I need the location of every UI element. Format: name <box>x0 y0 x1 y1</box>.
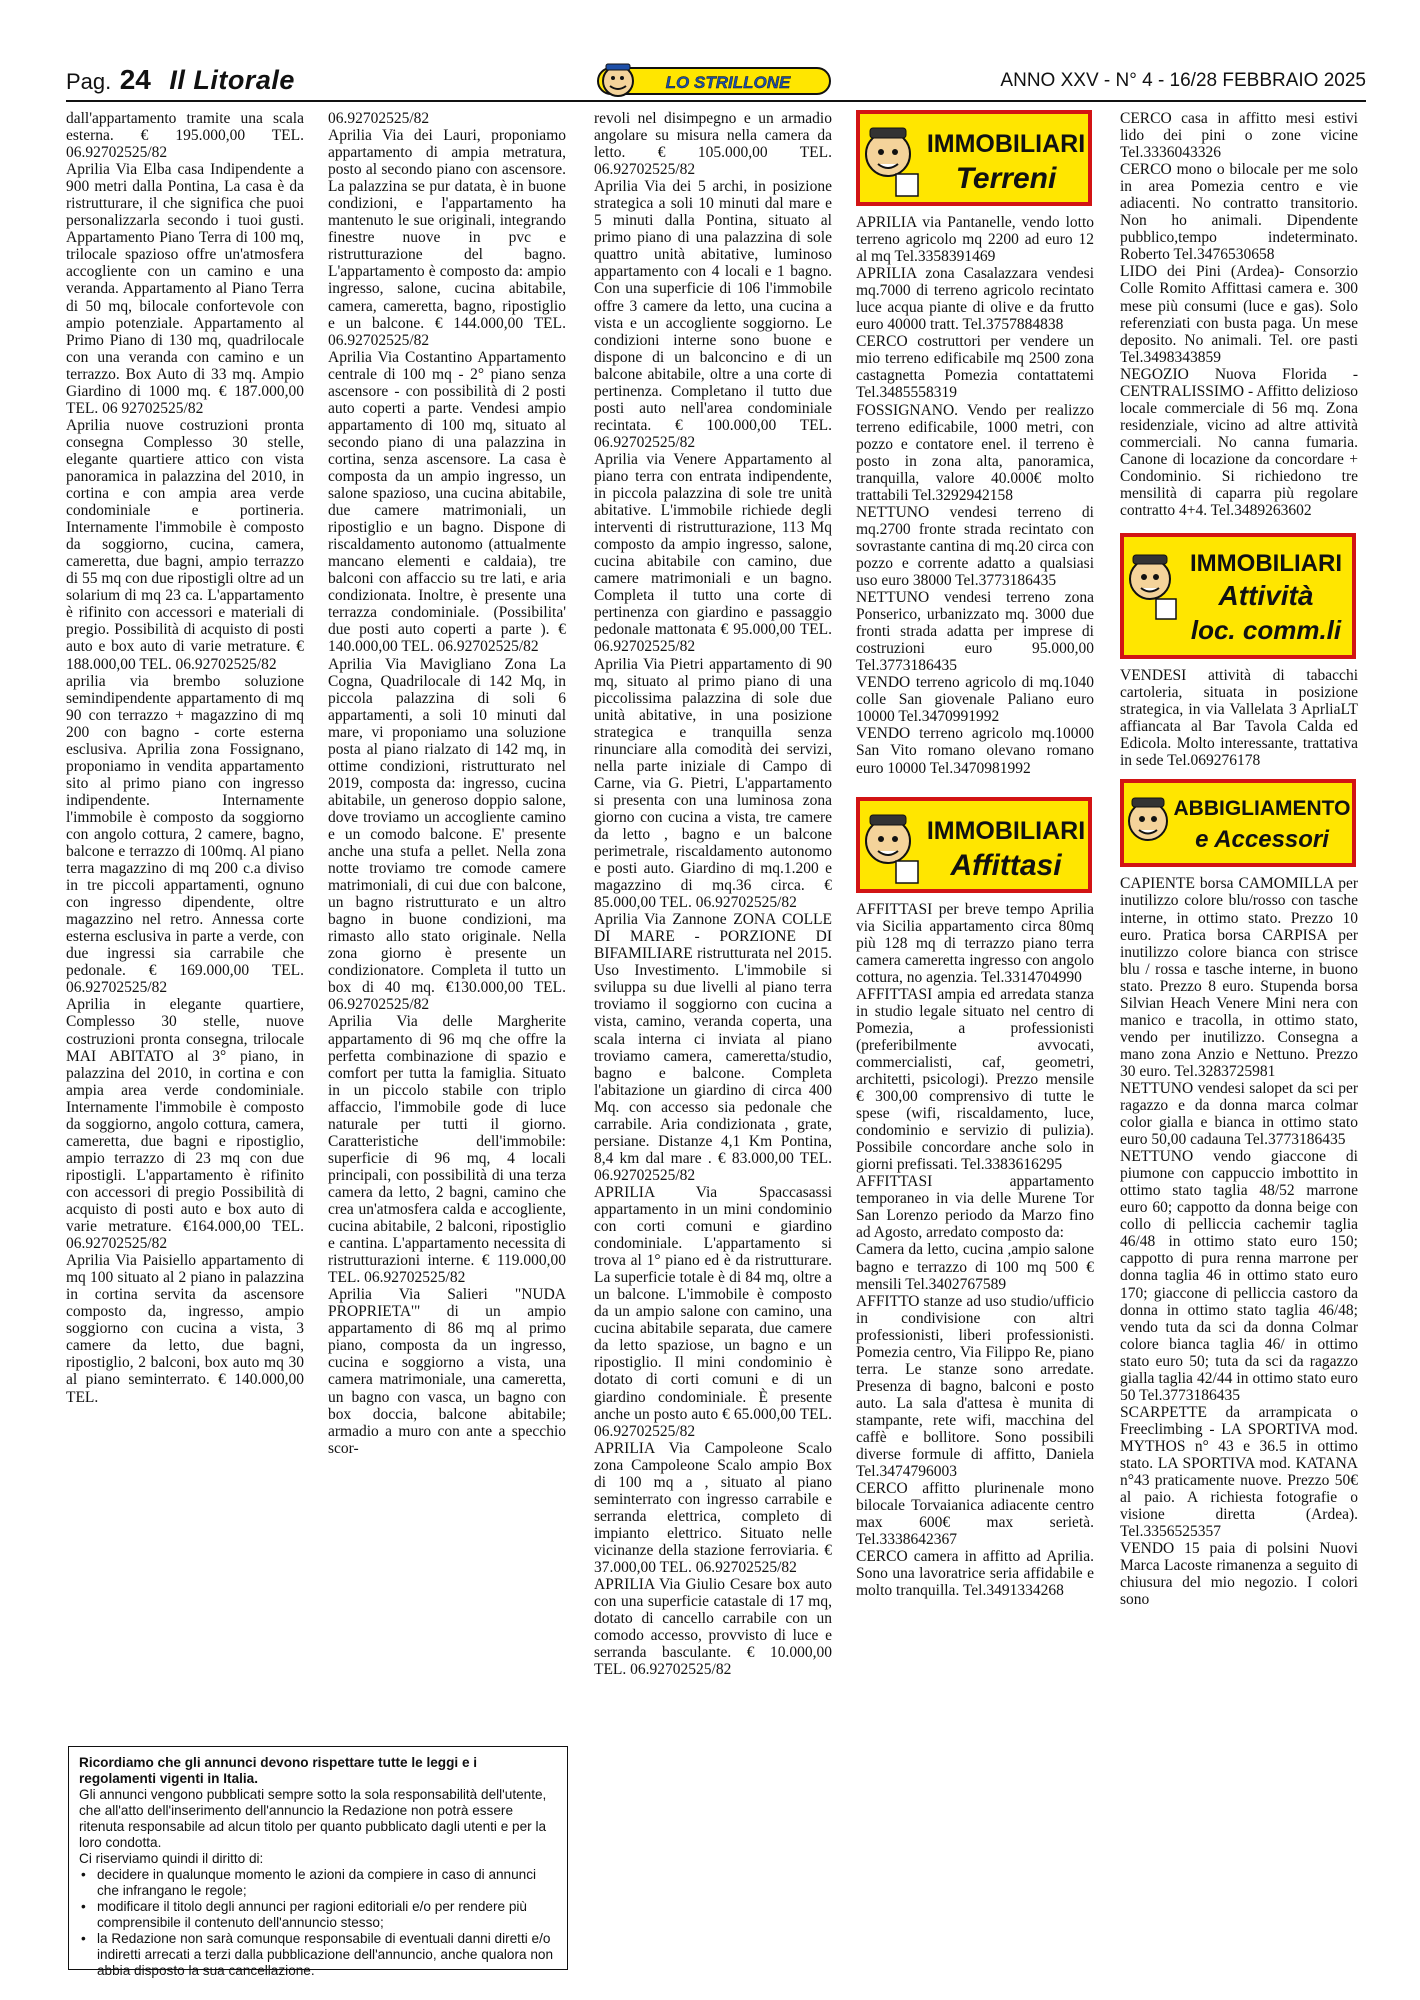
column-1 <box>66 110 304 1730</box>
notice-item: • decidere in qualunque momento le azioni da compiere in caso di annunci che infrangano le regole; <box>79 1867 557 1899</box>
ad-listing: APRILIA Via Giulio Cesare box auto con una superficie catastale di 17 mq, dotato di cancello carrabile con un comodo accesso, provvisto di luce e serranda basculante. € 10.000,00 TEL. 06.92702525/82 <box>594 1576 832 1679</box>
svg-text:e Accessori: e Accessori <box>1195 826 1329 854</box>
page-number: 24 <box>119 64 151 95</box>
ad-listing: CERCO affitto plurinenale mono bilocale Torvaianica adiacente centro max 600€ max serietà. Tel.3338642367 <box>856 1480 1094 1549</box>
ad-listing: CERCO costruttori per vendere un mio terreno edificabile mq 2500 zona castagnetta Pomezia contattatemi Tel.3485558319 <box>856 333 1094 402</box>
ad-listing: APRILIA Via Spaccasassi appartamento in un mini condominio con corti comuni e giardino condominiale. L'appartamento si trova al 1° piano ed è da ristrutturare. La superficie totale è di 84 mq, oltre a un balcone. L'immobile è composto da un ampio salone con camino, una cucina abitabile separata, due camere da letto spaziose, un bagno e un ripostiglio. Il mini condominio è dotato di corti comuni e di un giardino condominiale. È presente anche un posto auto € 65.000,00 TEL. 06.92702525/82 <box>594 1183 832 1440</box>
ad-listing: NETTUNO vendesi terreno di mq.2700 fronte strada recintato con sovrastante cantina di mq.20 circa con pozzo e corrente adatto a qualsiasi uso euro 38000 Tel.3773186435 <box>856 503 1094 589</box>
ad-listing: Aprilia Via dei Lauri, proponiamo appartamento di ampia metratura, posto al secondo piano con ascensore. La palazzina se pur datata, è in buone condizioni, e l'appartamento ha mantenuto le sue originali, integrando finestre nuove in pvc e ristrutturazione del bagno. L'appartamento è composto da: ampio ingresso, salone, cucina abitabile, camera, cameretta, bagno, ripostiglio e un balcone. € 144.000,00 TEL. 06.92702525/82 <box>328 127 566 349</box>
svg-text:loc. comm.li: loc. comm.li <box>1190 615 1342 646</box>
ad-listing: SCARPETTE da arrampicata o Freeclimbing - LA SPORTIVA mod. MYTHOS n° 43 e 36.5 in ottimo stato. LA SPORTIVA mod. KATANA n°43 praticamente nuove. Prezzo 50€ al paio. A richiesta fotografie o visione diretta (Ardea). Tel.3356525357 <box>1120 1403 1358 1541</box>
notice-body: Gli annunci vengono pubblicati sempre sotto la sola responsabilità dell'utente, che all'atto dell'inserimento dell'annuncio la Redazione non potrà essere ritenuta responsabile ad alcun titolo per quanto pubblicato dagli utenti e per la loro condotta. <box>79 1787 547 1850</box>
ad-listing: VENDO terreno agricolo mq.10000 San Vito romano olevano romano euro 10000 Tel.3470981992 <box>856 725 1094 777</box>
ad-listing: AFFITTASI ampia ed arredata stanza in studio legale situato nel centro di Pomezia, a professionisti (preferibilmente avvocati, commercialisti, caf, geometri, architetti, psicologi). Prezzo mensile € 300,00 comprensivo di tutte le spese (wifi, riscaldamento, luce, condominio e servizio di pulizia). Possibile concordare anche solo in giorni prefissati. Tel.3383616295 <box>856 985 1094 1174</box>
section-banner-affittasi <box>856 797 1092 893</box>
ad-listing: CAPIENTE borsa CAMOMILLA per inutilizzo colore blu/rosso con tasche interne, in ottimo stato. Prezzo 10 euro. Pratica borsa CARPISA per inutilizzo colore bianca con strisce blu / rossa e tasche interne, in buono stato. Prezzo 8 euro. Stupenda borsa Silvian Heach Venere Mini nera con manico e tracolla, in ottimo stato, vendo per inutilizzo. Consegna a mano zona Anzio e Nettuno. Prezzo 30 euro. Tel.3283725981 <box>1120 875 1358 1080</box>
svg-text:Affittasi: Affittasi <box>950 848 1062 882</box>
svg-text:IMMOBILIARI: IMMOBILIARI <box>1190 550 1342 578</box>
ad-listing: Aprilia Via Costantino Appartamento centrale di 100 mq - 2° piano senza ascensore - con possibilità di 2 posti auto coperti a parte. Vendesi ampio appartamento di 100 mq, situato al secondo piano di una palazzina in cortina, senza ascensore. La casa è composta da un ampio ingresso, un salone spazioso, una cucina abitabile, due camere matrimoniali, un ripostiglio e un bagno. Dispone di riscaldamento autonomo (attualmente mancano elementi e caldaia), tre balconi con affaccio su tre lati, e aria condizionata. Inoltre, è presente una terrazza condominiale. (Possibilita' due posti auto coperti a parte ). € 140.000,00 TEL. 06.92702525/82 <box>328 348 566 656</box>
svg-text:IMMOBILIARI: IMMOBILIARI <box>926 816 1086 845</box>
page-label: Pag. <box>66 69 112 94</box>
notice-item: • modificare il titolo degli annunci per ragioni editoriali e/o per rendere più comprensibile il contenuto dell'annuncio stesso; <box>79 1899 557 1931</box>
svg-text:ABBIGLIAMENTO: ABBIGLIAMENTO <box>1173 797 1351 821</box>
ad-listing: Aprilia Via Salieri "NUDA PROPRIETA'" di un ampio appartamento di 86 mq al primo piano, composta da un ingresso, cucina e soggiorno a vista, una camera matrimoniale, una cameretta, un bagno con vasca, un bagno con box doccia, balcone abitabile; armadio a muro con ante a specchio scor- <box>328 1286 566 1457</box>
section-banner-abbigliamento <box>1120 779 1356 867</box>
issue-info: ANNO XXV - N° 4 - 16/28 FEBBRAIO 2025 <box>1000 70 1366 91</box>
section-banner-attivita <box>1120 533 1356 659</box>
ad-listing: APRILIA via Pantanelle, vendo lotto terreno agricolo mq 2200 ad euro 12 al mq Tel.3358391469 <box>856 214 1094 266</box>
ad-listing: CERCO mono o bilocale per me solo in area Pomezia centro e vie adiacenti. No contratto transitorio. Non ho animali. Dipendente pubblico,tempo indeterminato. Roberto Tel.3476530658 <box>1120 161 1358 264</box>
ad-listing: Aprilia Via Pietri appartamento di 90 mq, situato al primo piano di una piccolissima palazzina di sole due unità abitative, in una posizione strategica e tranquilla senza rinunciare alla comodità dei servizi, nella parte iniziale di Campo di Carne, via G. Pietri, L'appartamento si presenta con una luminosa zona giorno con cucina a vista, tre camere da letto , bagno e un balcone perimetrale, riscaldamento autonomo e posti auto. Giardino di mq.1.200 e magazzino di mq.36 circa. € 85.000,00 TEL. 06.92702525/82 <box>594 655 832 912</box>
ad-listing: Aprilia Via Elba casa Indipendente a 900 metri dalla Pontina, La casa è da ristrutturare, il che significa che puoi personalizzarla secondo i tuoi gusti. Appartamento Piano Terra di 100 mq, trilocale spazioso offre un'atmosfera accogliente con un camino e una veranda. Appartamento al Piano Terra di 50 mq, bilocale confortevole con ampio potenziale. Appartamento al Primo Piano di 130 mq, quadrilocale con una veranda con camino e un terrazzo. Box Auto di 33 mq. Ampio Giardino di 1000 mq. € 187.000,00 TEL. 06 92702525/82 <box>66 161 304 417</box>
mascot-icon <box>1129 798 1167 840</box>
column-3 <box>594 110 832 1890</box>
ad-listing: APRILIA zona Casalazzara vendesi mq.7000 di terreno agricolo recintato luce acqua piante di olive e da frutto euro 40000 tratt. Tel.3757884838 <box>856 265 1094 334</box>
ad-listing: FOSSIGNANO. Vendo per realizzo terreno edificabile, 1000 metri, con pozzo e contatore enel. il terreno è posto in zona alta, panoramica, tranquilla, valore 40.000€ molto trattabili Tel.3292942158 <box>856 401 1094 504</box>
svg-text:Attività: Attività <box>1218 580 1314 612</box>
page-header-left <box>66 64 295 96</box>
ad-listing: revoli nel disimpegno e un armadio angolare su misura nella camera da letto. € 105.000,00 TEL. 06.92702525/82 <box>594 110 832 179</box>
logo-text: LO STRILLONE <box>665 73 791 92</box>
ad-listing: NEGOZIO Nuova Florida - CENTRALISSIMO - Affitto delizioso locale commerciale di 56 mq. Zona residenziale, vicino ad altre attività commerciali. No canna fumaria. Canone di locazione da concordare + Condominio. Si richiedono tre mensilità di caparra più regolare contratto 4+4. Tel.3489263602 <box>1120 365 1358 520</box>
ad-listing: AFFITTASI per breve tempo Aprilia via Sicilia appartamento circa 80mq più 128 mq di terrazzo piano terra camera cameretta ingresso con angolo cottura, no agenzia. Tel.3314704990 <box>856 900 1094 986</box>
ad-listing: CERCO casa in affitto mesi estivi lido dei pini o zone vicine Tel.3336043326 <box>1120 110 1358 162</box>
column-2 <box>328 110 566 1730</box>
header-rule <box>66 100 1366 102</box>
ad-listing: Aprilia nuove costruzioni pronta consegna Complesso 30 stelle, elegante quartiere attico con vista panoramica in palazzina del 2010, in cortina e con ampia area verde condominiale e portineria. Internamente l'immobile è composto da soggiorno, cucina, camera, cameretta, due bagni, ampio terrazzo di 55 mq con due ripostigli oltre ad un solarium di mq 23 ca. L'appartamento è rifinito con accessori e materiali di pregio. Possibilità di acquisto di posti auto e box auto di varie metrature. € 188.000,00 TEL. 06.92702525/82 <box>66 416 304 673</box>
ad-listing: Aprilia Via Paisiello appartamento di mq 100 situato al 2 piano in palazzina in cortina servita da ascensore composto da, ingresso, ampio soggiorno con cucina a vista, 3 camere da letto, due bagni, ripostiglio, 2 balconi, box auto mq 30 al piano seminterrato. € 140.000,00 TEL. <box>66 1252 304 1406</box>
page-header <box>66 64 1366 100</box>
column-5 <box>1120 110 1358 1890</box>
ad-listing: Aprilia Via delle Margherite appartamento di 96 mq che offre la perfetta combinazione di spazio e comfort per tutta la famiglia. Situato in un piccolo stabile con triplo affaccio, l'immobile gode di luce naturale per tutti il giorno. Caratteristiche dell'immobile: superficie di 96 mq, 4 locali principali, con possibilità di una terza camera da letto, 2 bagni, camino che crea un'atmosfera calda e accogliente, cucina abitabile, 2 balconi, ripostiglio e cantina. L'appartamento necessita di ristrutturazioni interne. € 119.000,00 TEL. 06.92702525/82 <box>328 1013 566 1287</box>
ad-listing: 06.92702525/82 <box>328 110 430 127</box>
notice-title: Ricordiamo che gli annunci devono rispettare tutte le leggi e i regolamenti vigenti in Italia. <box>79 1755 478 1786</box>
ad-listing: LIDO dei Pini (Ardea)- Consorzio Colle Romito Affittasi camera e. 300 mese più consumi (luce e gas). Solo referenziati con busta paga. Un mese deposito. No animali. Tel. ore pasti Tel.3498343859 <box>1120 263 1358 366</box>
svg-text:IMMOBILIARI: IMMOBILIARI <box>926 130 1086 158</box>
ad-listing: Camera da letto, cucina ,ampio salone bagno e terrazzo di 100 mq 500 € mensili Tel.3402767589 <box>856 1241 1094 1293</box>
ad-listing: AFFITTO stanze ad uso studio/ufficio in condivisione con altri professionisti, liberi professionisti. Pomezia centro, Via Filippo Re, piano terra. Le stanze sono arredate. Presenza di bagno, balconi e posto auto. La sala d'attesa è munita di stampante, rete wifi, macchina del caffè e bollitore. Sono possibili diverse formule di affitto, Daniela Tel.3474796003 <box>856 1292 1094 1481</box>
ad-listing: aprilia via brembo soluzione semindipendente appartamento di mq 90 con terrazzo + magazzino di mq 200 con bagno - corte esterna esclusiva. Aprilia zona Fossignano, proponiamo in vendita appartamento sito al primo piano con ingresso indipendente. Internamente l'immobile è composto da soggiorno con angolo cottura, 2 camere, bagno, balcone e terrazzo di 100mq. Al piano terra magazzino di mq 200 c.a diviso in tre piccoli appartamenti, ognuno con ingresso dipendente, oltre magazzino nel retro. Annessa corte esterna esclusiva in parte a verde, con due ingressi sia carrabile che pedonale. € 169.000,00 TEL. 06.92702525/82 <box>66 672 304 997</box>
notice-item: • la Redazione non sarà comunque responsabile di eventuali danni diretti e/o indiretti arrecati a terzi dalla pubblicazione dell'annuncio, anche qualora non abbia disposto la sua cancellazione. <box>79 1931 557 1979</box>
ad-listing: APRILIA Via Campoleone Scalo zona Campoleone Scalo ampio Box di 100 mq a , situato al piano seminterrato con ingresso carrabile e serranda elettrica, completo di impianto elettrico. Situato nelle vicinanze della stazione ferroviaria. € 37.000,00 TEL. 06.92702525/82 <box>594 1439 832 1576</box>
section-banner-terreni <box>856 110 1092 206</box>
ad-listing: NETTUNO vendo giaccone di piumone con cappuccio imbottito in ottimo stato taglia 48/52 marrone euro 60; cappotto da donna beige con collo di pelliccia cachemir taglia 46/48 in ottimo stato euro 150; cappotto di pura renna marrone per donna taglia 46 in ottimo stato euro 170; giaccone di pelliccia castoro da donna in ottimo stato taglia 46/48; vendo tuta da sci da donna Colmar colore bianca taglia 46/ in ottimo stato euro 50; tuta da sci da ragazzo gialla taglia 42/44 in ottimo stato euro 50 Tel.3773186435 <box>1120 1148 1358 1404</box>
ad-listing: Aprilia in elegante quartiere, Complesso 30 stelle, nuove costruzioni pronta consegna, trilocale MAI ABITATO al 3° piano, in palazzina del 2010, in cortina e con ampia area verde condominiale. Internamente l'immobile è composto da soggiorno, angolo cottura, camera, cameretta, due bagni e ripostiglio, ampio terrazzo di 23 mq con due ripostigli. L'appartamento è rifinito con accessori di pregio Possibilità di acquisto di posti auto e box auto di varie metrature. €164.000,00 TEL. 06.92702525/82 <box>66 996 304 1253</box>
legal-notice-box <box>68 1746 568 1978</box>
ad-listing: NETTUNO vendesi terreno zona Ponserico, urbanizzato mq. 3000 due fronti strada adatta per imprese di costruzioni euro 95.000,00 Tel.3773186435 <box>856 589 1094 675</box>
ad-listing: dall'appartamento tramite una scala esterna. € 195.000,00 TEL. 06.92702525/82 <box>66 110 304 162</box>
paper-name: Il Litorale <box>169 65 295 95</box>
ad-listing: AFFITTASI appartamento temporaneo in via delle Murene Tor San Lorenzo periodo da Marzo fino ad Agosto, arredato composto da: <box>856 1173 1094 1242</box>
ad-listing: Aprilia Via dei 5 archi, in posizione strategica a soli 10 minuti dal mare e 5 minuti dalla Pontina, situato al primo piano di una palazzina di sole quattro unità abitative, luminoso appartamento con 4 locali e 1 bagno. Con una superficie di 106 l'immobile offre 3 camere da letto, una cucina a vista e un accogliente soggiorno. Le condizioni interne sono buone e dispone di un balconcino e di un balcone abitabile, oltre a una corte di pertinenza. Completano il tutto due posti auto nell'area condominiale recintata. € 100.000,00 TEL. 06.92702525/82 <box>594 178 832 451</box>
svg-text:Terreni: Terreni <box>955 162 1057 195</box>
column-4 <box>856 110 1094 1890</box>
ad-listing: Aprilia via Venere Appartamento al piano terra con entrata indipendente, in piccola palazzina di sole tre unità abitative. L'immobile richiede degli interventi di ristrutturazione, 113 Mq composto da ampio ingresso, salone, cucina abitabile con camino, due camere matrimoniali e un bagno. Completa il tutto una corte di pertinenza con giardino e passaggio pedonale mattonata € 95.000,00 TEL. 06.92702525/82 <box>594 450 832 656</box>
ad-listing: Aprilia Via Zannone ZONA COLLE DI MARE - PORZIONE DI BIFAMILIARE ristrutturata nel 2015. Uso Investimento. L'immobile si sviluppa su due livelli al piano terra troviamo il soggiorno con cucina a vista, camino, veranda coperta, una scala interna ci inviata al piano troviamo camera, cameretta/studio, bagno e balcone. Completa l'abitazione un giardino di circa 400 Mq. con accesso sia pedonale che carrabile. Aria condizionata , grate, persiane. Distanze 4,1 Km Pontina, 8,4 km dal mare . € 83.000,00 TEL. 06.92702525/82 <box>594 911 832 1184</box>
ad-listing: NETTUNO vendesi salopet da sci per ragazzo e da donna marca colmar color gialla e bianca in ottimo stato euro 50,00 cadauna Tel.3773186435 <box>1120 1079 1358 1149</box>
lo-strillone-logo <box>594 62 834 100</box>
ad-listing: Aprilia Via Mavigliano Zona La Cogna, Quadrilocale di 142 Mq, in piccola palazzina di soli 6 appartamenti, a soli 10 minuti dal mare, vi proponiamo una soluzione posta al piano rialzato di 142 mq, in ottime condizioni, ristrutturato nel 2019, composta da: ingresso, cucina abitabile, un generoso doppio salone, dove troviamo un accogliente camino e un comodo balcone. E' presente anche una stufa a pellet. Nella zona notte troviamo tre comode camere matrimoniali, di cui due con balcone, un bagno ristrutturato e un altro bagno in buone condizioni, ma rimasto allo stato originale. Nella zona giorno è presente un condizionatore. Completa il tutto un box di 40 mq. €130.000,00 TEL. 06.92702525/82 <box>328 655 566 1014</box>
ad-listing: VENDESI attività di tabacchi cartoleria, situata in posizione strategica, in via Vallelata 3 AprliaLT affiancata al Bar Tavola Calda ed Edicola. Molto interessante, trattativa in sede Tel.069276178 <box>1120 667 1358 770</box>
ad-listing: CERCO camera in affitto ad Aprilia. Sono una lavoratrice seria affidabile e molto tranquilla. Tel.3491334268 <box>856 1548 1094 1600</box>
ad-listing: VENDO 15 paia di polsini Nuovi Marca Lacoste rimanenza a seguito di chiusura del mio negozio. I colori sono <box>1120 1540 1358 1609</box>
notice-rights-intro: Ci riserviamo quindi il diritto di: <box>79 1851 264 1866</box>
ad-listing: VENDO terreno agricolo di mq.1040 colle San giovenale Paliano euro 10000 Tel.3470991992 <box>856 674 1094 726</box>
